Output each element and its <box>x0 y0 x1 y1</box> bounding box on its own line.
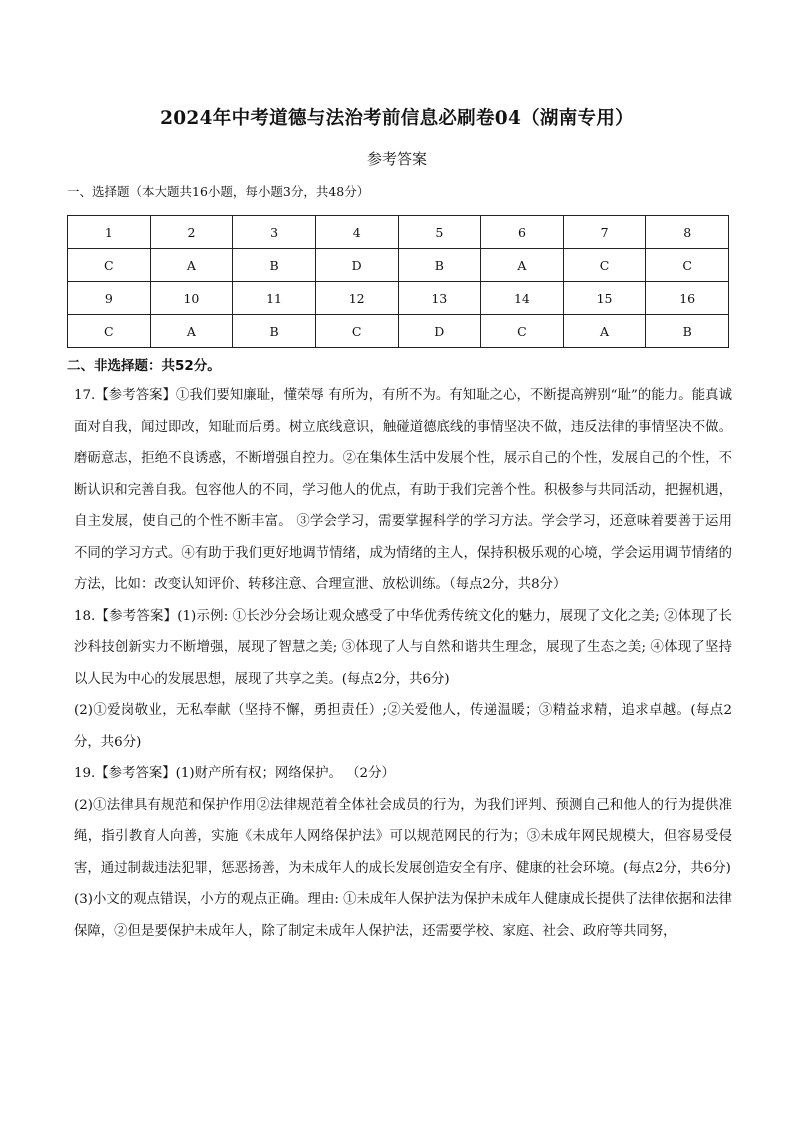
question-number-cell: 10 <box>150 282 233 315</box>
answer-cell: A <box>150 249 233 282</box>
answer-19-part-1: 19.【参考答案】(1)财产所有权；网络保护。 （2分） <box>74 766 395 781</box>
document-title: 2024年中考道德与法治考前信息必刷卷04（湖南专用） <box>160 108 634 129</box>
answer-17: 17.【参考答案】①我们要知廉耻，懂荣辱 有所为，有所不为。有知耻之心，不断提高辨别“耻”的能力。能真诚面对自我，闻过即改，知耻而后勇。树立底线意识，触碰道德底线的事情坚决不做，违反法律的事情坚决不做。磨砺意志，拒绝不良诱惑，不断增强自控力。②在集体生活中发展个性，展示自己的个性，发展自己的个性，不断认识和完善自我。包容他人的不同，学习他人的优点，有助于我们完善个性。积极参与共同活动，把握机遇，自主发展，使自己的个性不断丰富。 ③学会学习，需要掌握科学的学习方法。学会学习，还意味着要善于运用不同的学习方式。④有助于我们更好地调节情绪，成为情绪的主人，保持积极乐观的心境，学会运用调节情绪的方法，比如：改变认知评价、转移注意、合理宣泄、放松训练。（每点2分，共8分） <box>74 388 732 592</box>
answer-cell: C <box>68 249 151 282</box>
document-subtitle: 参考答案 <box>366 150 427 168</box>
answer-19-part-3: (3)小文的观点错误，小方的观点正确。理由: ①未成年人保护法为保护未成年人健康成长提供了法律依据和法律保障，②但是要保护未成年人，除了制定未成年人保护法，还需要学校、家庭、社会、政府等共同努， <box>74 892 732 939</box>
answer-cell: C <box>646 249 729 282</box>
answer-cell: D <box>398 315 481 348</box>
answer-cell: C <box>563 249 646 282</box>
question-number-row <box>68 216 729 249</box>
answer-cell: D <box>315 249 398 282</box>
answer-cell: A <box>150 315 233 348</box>
question-number-cell: 9 <box>68 282 151 315</box>
answer-18-part-2: (2)①爱岗敬业，无私奉献（坚持不懈，勇担责任）;②关爱他人，传递温暖；③精益求精，追求卓越。(每点2分，共6分) <box>74 703 732 750</box>
answer-cell: C <box>481 315 564 348</box>
answer-cell: A <box>481 249 564 282</box>
answer-row <box>68 315 729 348</box>
answer-row <box>68 249 729 282</box>
answer-cell: C <box>315 315 398 348</box>
answer-cell: B <box>233 249 316 282</box>
question-number-cell: 7 <box>563 216 646 249</box>
question-number-cell: 15 <box>563 282 646 315</box>
question-number-cell: 2 <box>150 216 233 249</box>
question-number-cell: 11 <box>233 282 316 315</box>
question-number-cell: 13 <box>398 282 481 315</box>
question-number-cell: 14 <box>481 282 564 315</box>
answer-cell: A <box>563 315 646 348</box>
question-number-cell: 1 <box>68 216 151 249</box>
answer-cell: B <box>398 249 481 282</box>
question-number-cell: 5 <box>398 216 481 249</box>
question-number-cell: 4 <box>315 216 398 249</box>
choice-answer-table <box>67 215 729 348</box>
section-2-heading: 二、非选择题：共52分。 <box>67 358 221 374</box>
question-number-cell: 12 <box>315 282 398 315</box>
answer-cell: C <box>68 315 151 348</box>
answer-cell: B <box>646 315 729 348</box>
question-number-cell: 3 <box>233 216 316 249</box>
question-number-row <box>68 282 729 315</box>
answer-19-part-2: (2)①法律具有规范和保护作用②法律规范着全体社会成员的行为，为我们评判、预测自己和他人的行为提供准绳，指引教育人向善，实施《未成年人网络保护法》可以规范网民的行为；③未成年网民规模大，但容易受侵害，通过制裁违法犯罪，惩恶扬善，为未成年人的成长发展创造安全有序、健康的社会环境。(每点2分，共6分) <box>74 797 732 876</box>
answer-cell: B <box>233 315 316 348</box>
question-number-cell: 8 <box>646 216 729 249</box>
question-number-cell: 6 <box>481 216 564 249</box>
section-1-heading: 一、选择题（本大题共16小题，每小题3分，共48分） <box>67 184 370 199</box>
answer-body <box>74 380 732 947</box>
answer-18-part-1: 18.【参考答案】(1)示例: ①长沙分会场让观众感受了中华优秀传统文化的魅力，展现了文化之美; ②体现了长沙科技创新实力不断增强，展现了智慧之美; ③体现了人与自然和谐共生理念，展现了生态之美; ④体现了坚持以人民为中心的发展思想，展现了共享之美。(每点2分，共6分) <box>74 608 732 687</box>
question-number-cell: 16 <box>646 282 729 315</box>
